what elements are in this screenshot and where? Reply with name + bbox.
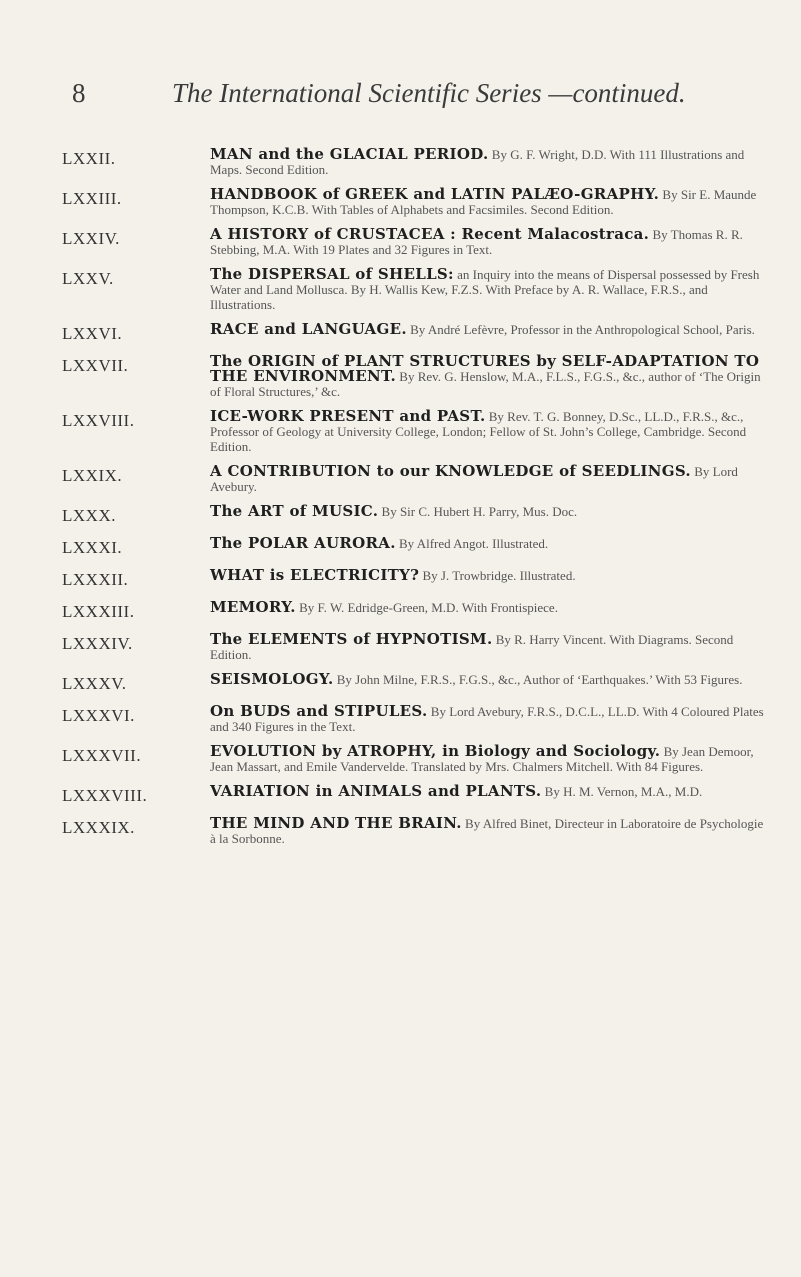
series-entry [62, 227, 774, 257]
entry-title: HANDBOOK of GREEK and LATIN PALÆO-GRAPHY. [210, 185, 660, 203]
entry-number: LXXVI. [62, 324, 123, 343]
entry-title: WHAT is ELECTRICITY? [210, 566, 420, 584]
entry-number: LXXXVI. [62, 706, 135, 725]
entry-number: LXXXIX. [62, 818, 135, 837]
entry-number: LXXXV. [62, 674, 127, 693]
series-entry [62, 816, 774, 846]
series-entry [62, 784, 774, 806]
entry-title: EVOLUTION by ATROPHY, in Biology and Sociology. [210, 742, 661, 760]
entry-title: A HISTORY of CRUSTACEA : Recent Malacostraca. [210, 225, 650, 243]
entry-description: By J. Trowbridge. Illustrated. [422, 568, 576, 583]
entry-title: VARIATION in ANIMALS and PLANTS. [210, 782, 542, 800]
entry-number: LXXIII. [62, 189, 122, 208]
series-entry [62, 187, 774, 217]
entry-number: LXXVII. [62, 356, 129, 375]
entry-title: On BUDS and STIPULES. [210, 702, 428, 720]
entry-number: LXXXIII. [62, 602, 135, 621]
entry-description: By Jean Demoor, Jean Massart, and Emile Vandervelde. Translated by Mrs. Chalmers Mitchell. With 84 Figures. [210, 744, 754, 774]
entry-description: By Lord Avebury. [210, 464, 738, 494]
entry-description: By Lord Avebury, F.R.S., D.C.L., LL.D. With 4 Coloured Plates and 340 Figures in the Text. [210, 704, 764, 734]
entry-description: By Thomas R. R. Stebbing, M.A. With 19 Plates and 32 Figures in Text. [210, 227, 743, 257]
entry-number: LXXVIII. [62, 411, 135, 430]
series-entry [62, 147, 774, 177]
series-entry [62, 600, 774, 622]
entry-number: LXXXIV. [62, 634, 133, 653]
entry-number: LXXXII. [62, 570, 129, 589]
series-entry [62, 464, 774, 494]
entry-title: The ORIGIN of PLANT STRUCTURES by SELF-ADAPTATION TO THE ENVIRONMENT. [210, 352, 760, 385]
entry-title: The DISPERSAL of SHELLS: [210, 265, 454, 283]
series-entry [62, 409, 774, 454]
entry-description: By F. W. Edridge-Green, M.D. With Frontispiece. [299, 600, 558, 615]
entry-number: LXXIX. [62, 466, 123, 485]
running-title: The International Scientific Series —continued. [172, 78, 686, 108]
entry-title: ICE-WORK PRESENT and PAST. [210, 407, 486, 425]
entry-title: MAN and the GLACIAL PERIOD. [210, 145, 489, 163]
series-entry [62, 568, 774, 590]
series-entry [62, 632, 774, 662]
entry-description: By Sir E. Maunde Thompson, K.C.B. With Tables of Alphabets and Facsimiles. Second Edition. [210, 187, 757, 217]
series-entry [62, 704, 774, 734]
entry-description: By G. F. Wright, D.D. With 111 Illustrations and Maps. Second Edition. [210, 147, 745, 177]
entry-number: LXXXVIII. [62, 786, 148, 805]
entry-title: MEMORY. [210, 598, 296, 616]
series-entry [62, 536, 774, 558]
entry-description: By Rev. G. Henslow, M.A., F.L.S., F.G.S., &c., author of ‘The Origin of Floral Structures,’ &c. [210, 369, 761, 399]
entry-description: an Inquiry into the means of Dispersal possessed by Fresh Water and Land Mollusca. By H. Wallis Kew, F.Z.S. With Preface by A. R. Wallace, F.R.S., and Illustrations. [210, 267, 760, 312]
entry-number: LXXIV. [62, 229, 120, 248]
entry-title: RACE and LANGUAGE. [210, 320, 407, 338]
entry-description: By R. Harry Vincent. With Diagrams. Second Edition. [210, 632, 734, 662]
entry-description: By Rev. T. G. Bonney, D.Sc., LL.D., F.R.S., &c., Professor of Geology at University College, London; Fellow of St. John’s College, Cambridge. Second Edition. [210, 409, 747, 454]
series-list [62, 147, 774, 856]
entry-number: LXXX. [62, 506, 116, 525]
entry-title: The ART of MUSIC. [210, 502, 379, 520]
entry-description: By H. M. Vernon, M.A., M.D. [544, 784, 703, 799]
entry-number: LXXII. [62, 149, 116, 168]
entry-title: SEISMOLOGY. [210, 670, 334, 688]
entry-title: A CONTRIBUTION to our KNOWLEDGE of SEEDLINGS. [210, 462, 691, 480]
series-entry [62, 354, 774, 399]
series-entry [62, 744, 774, 774]
entry-title: The POLAR AURORA. [210, 534, 396, 552]
page-number: 8 [72, 78, 86, 108]
entry-number: LXXXVII. [62, 746, 142, 765]
series-entry [62, 504, 774, 526]
entry-description: By Alfred Angot. Illustrated. [398, 536, 549, 551]
entry-title: The ELEMENTS of HYPNOTISM. [210, 630, 493, 648]
entry-title: THE MIND AND THE BRAIN. [210, 814, 462, 832]
entry-number: LXXXI. [62, 538, 123, 557]
entry-number: LXXV. [62, 269, 114, 288]
entry-description: By John Milne, F.R.S., F.G.S., &c., Author of ‘Earthquakes.’ With 53 Figures. [336, 672, 743, 687]
series-entry [62, 267, 774, 312]
entry-description: By Alfred Binet, Directeur in Laboratoire de Psychologie à la Sorbonne. [210, 816, 764, 846]
entry-description: By André Lefèvre, Professor in the Anthropological School, Paris. [410, 322, 755, 337]
series-entry [62, 672, 774, 694]
entry-description: By Sir C. Hubert H. Parry, Mus. Doc. [381, 504, 578, 519]
series-entry [62, 322, 774, 344]
